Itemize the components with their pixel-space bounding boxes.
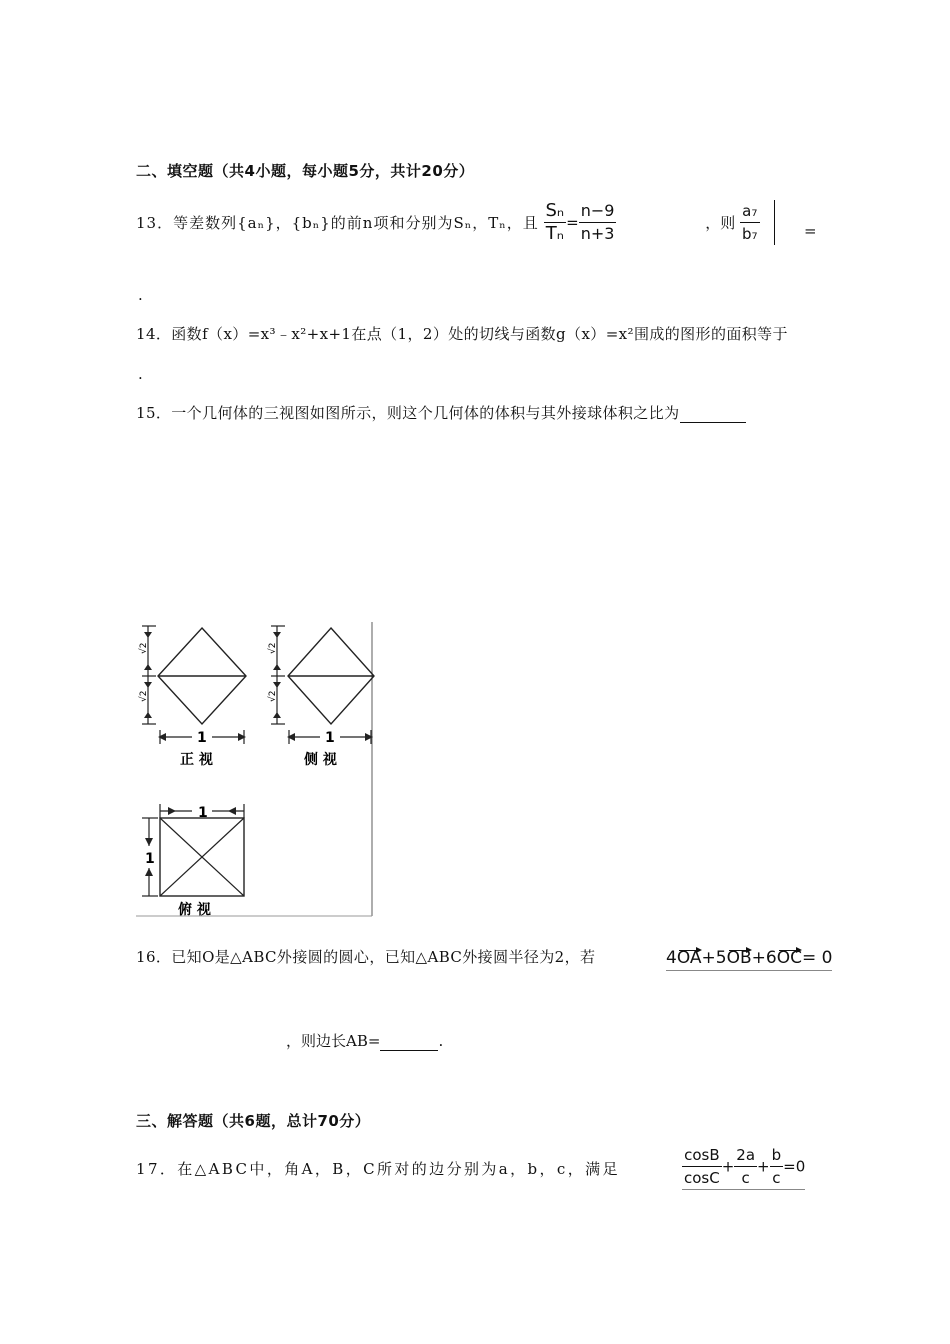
q13-fraction-s-over-t [544,200,567,245]
q16-vec-oc: OC [776,948,802,968]
side-sqrt2-top: √2 [268,642,278,654]
q14-dot: . [138,365,143,383]
top-view-label: 俯 视 [178,902,211,918]
q13-frac3-den: b₇ [742,225,758,243]
front-width-label: 1 [197,730,207,746]
q17-plus2: + [757,1157,770,1176]
top-width-label: 1 [198,805,208,821]
q13-frac1-num: Sₙ [545,200,565,221]
q17-equation [682,1144,805,1190]
q16-plus6: +6 [751,948,777,968]
q13-eq: = [566,213,579,232]
front-sqrt2-bottom: √2 [139,690,149,702]
front-view [142,626,246,744]
q13-frac2-den: n+3 [580,224,615,243]
question-13 [136,200,775,245]
q16-vector-equation [666,948,832,971]
question-17 [136,1158,620,1179]
q16-line2-text: ，则边长AB= [286,1032,381,1050]
q17-f1-den: cosC [684,1169,720,1187]
q17-frac-2a [734,1144,757,1189]
q13-fraction-a-over-b [740,200,775,245]
q13-mid: ，则 [705,214,736,232]
q13-frac3-num: a₇ [740,200,760,223]
q16-eq-zero: = 0 [801,948,833,968]
front-sqrt2-top: √2 [139,642,149,654]
q13-dot: . [138,286,143,304]
three-view-figure [134,618,376,918]
q17-plus1: + [721,1157,735,1176]
q16-vec-oa: OA [676,948,702,968]
side-sqrt2-bottom: √2 [268,690,278,702]
q13-fraction-n [579,200,617,245]
q15-text: 15．一个几何体的三视图如图所示，则这个几何体的体积与其外接球体积之比为 [136,404,680,422]
q17-end: =0 [783,1157,806,1176]
q16-line2 [286,1030,443,1051]
q13-frac2-num: n−9 [579,200,617,223]
q17-frac-b [770,1144,784,1189]
q16-plus5: +5 [701,948,727,968]
q13-frac1-den: Tₙ [545,223,564,244]
top-height-label: 1 [145,851,155,867]
q17-f3-den: c [772,1169,781,1187]
front-view-label: 正 视 [180,752,213,768]
q16-coef-4: 4 [666,948,677,968]
top-view [142,804,244,896]
q17-frac-cos [682,1144,722,1189]
q13-equals: = [804,222,817,240]
section-3-heading: 三、解答题（共6题，总计70分） [136,1112,371,1130]
question-15 [136,402,746,423]
q17-f3-num: b [770,1144,784,1167]
side-view [271,626,374,744]
q17-f1-num: cosB [682,1144,722,1167]
q16-text: 16．已知O是△ABC外接圆的圆心，已知△ABC外接圆半径为2，若 [136,948,596,966]
q16-end: . [438,1032,444,1050]
q13-text: 13．等差数列{aₙ}，{bₙ}的前n项和分别为Sₙ，Tₙ，且 [136,214,539,232]
q15-answer-blank[interactable] [680,406,746,423]
q17-f2-num: 2a [734,1144,757,1167]
question-14: 14．函数f（x）=x³﹣x²+x+1在点（1，2）处的切线与函数g（x）=x²围成的图形的面积等于 [136,325,788,343]
section-2-heading: 二、填空题（共4小题，每小题5分，共计20分） [136,162,475,180]
q16-vec-ob: OB [726,948,752,968]
q16-answer-blank[interactable] [380,1034,438,1051]
side-view-label: 侧 视 [304,752,337,768]
q17-f2-den: c [741,1169,750,1187]
question-16 [136,946,595,967]
side-width-label: 1 [325,730,335,746]
q17-text: 17．在△ABC中，角A，B，C所对的边分别为a，b，c，满足 [136,1160,620,1178]
